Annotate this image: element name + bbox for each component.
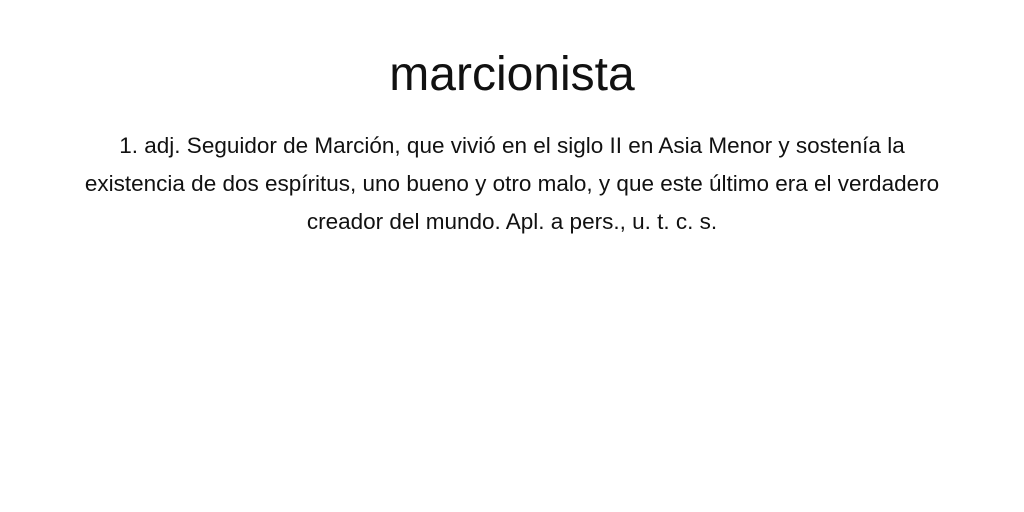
- entry-headword: marcionista: [389, 48, 635, 101]
- entry-definition: 1. adj. Seguidor de Marción, que vivió en el siglo II en Asia Menor y sostenía la existencia de dos espíritus, uno bueno y otro malo, y que este último era el verdadero creador del mundo. Apl. a pers., u. t. c. s.: [84, 133, 940, 234]
